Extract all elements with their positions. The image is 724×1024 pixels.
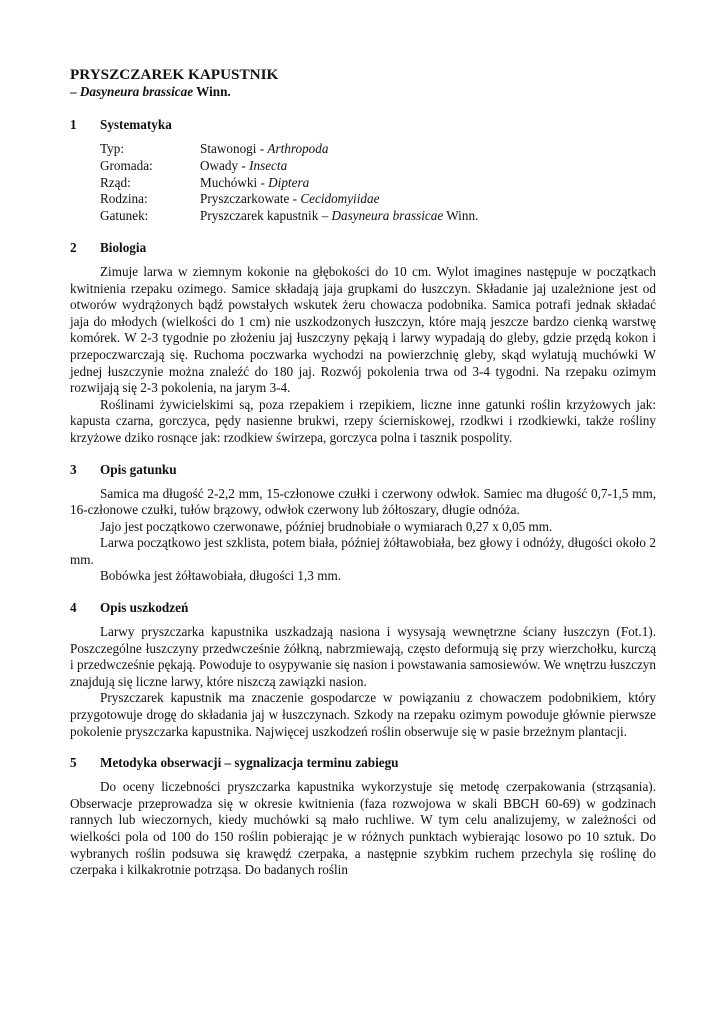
section-number: 3 — [70, 461, 77, 477]
section-number: 4 — [70, 600, 77, 616]
section-number: 5 — [70, 755, 77, 771]
taxonomy-value — [200, 141, 328, 158]
taxonomy-label: Gromada: — [100, 157, 153, 173]
taxonomy-value-latin: Dasyneura brassicae — [331, 208, 444, 224]
taxonomy-row — [100, 191, 656, 208]
taxonomy-table — [100, 141, 656, 225]
section-biologia — [70, 239, 656, 447]
taxonomy-value — [200, 158, 287, 175]
taxonomy-label: Rząd: — [100, 174, 131, 190]
section-title: Metodyka obserwacji – sygnalizacja terminu zabiegu — [100, 755, 399, 771]
section-title: Biologia — [100, 239, 147, 255]
paragraph: Do oceny liczebności pryszczarka kapustnika wykorzystuje się metodę czerpakowania (strząsania). Obserwacje przeprowadza się w okresie kwitnienia (faza rozwojowa w skali BBCH 60-69) w godzinach rannych lub wieczornych, kiedy muchówki są mało ruchliwe. W tym celu analizujemy, w zależności od wielkości pola od 100 do 150 roślin pobierając je w różnych punktach wybierając losowo po 10 sztuk. Do wybranych roślin podsuwa się krawędź czerpaka, a następnie szybkim ruchem przechyla się roślinę do czerpaka i kilkakrotnie potrząsa. Do badanych roślin — [70, 779, 656, 878]
taxonomy-value-text: Pryszczarek kapustnik – — [200, 208, 332, 224]
section-heading — [70, 239, 656, 256]
taxonomy-row — [100, 141, 656, 158]
section-title: Opis gatunku — [100, 461, 177, 477]
paragraph: Pryszczarek kapustnik ma znaczenie gospodarcze w powiązaniu z chowaczem podobnikiem, który przygotowuje drogę do składania jaj w łuszczynach. Szkody na rzepaku ozimym powoduje głównie pierwsze pokolenie pryszczarka kapustnika. Najwięcej uszkodzeń roślin obserwuje się w pasie brzeżnym plantacji. — [70, 690, 656, 739]
paragraph: Zimuje larwa w ziemnym kokonie na głębokości do 10 cm. Wylot imagines następuje w początkach kwitnienia rzepaku ozimego. Samice składają jaja grupkami do łuszczyn. Składanie jaj uzależnione jest od otworów wydrążonych bądź powstałych wskutek żeru chowacza podobnika. Samica potrafi jednak składać jaja do młodych (wielkości do 1 cm) nie uszkodzonych łuszczyn, które mają jeszcze bardzo cienką warstwę komórek. W 2-3 tygodnie po złożeniu jaj łuszczyny pękają i larwy wypadają do gleby, gdzie przędą kokon i przepoczwarczają się. Ruchoma poczwarka wychodzi na powierzchnię gleby, skąd wylatują muchówki W jednej łuszczynie można znaleźć do 180 jaj. Rozwój pokolenia trwa od 3-4 tygodni. Na rzepaku ozimym rozwijają się 2-3 pokolenia, na jarym 3-4. — [70, 263, 656, 396]
taxonomy-label: Gatunek: — [100, 208, 149, 224]
section-metodyka — [70, 754, 656, 879]
section-title: Opis uszkodzeń — [100, 600, 189, 616]
taxonomy-value-text: Muchówki - — [200, 174, 269, 190]
taxonomy-value-latin: Diptera — [268, 174, 310, 190]
taxonomy-value-latin: Arthropoda — [267, 141, 329, 156]
taxonomy-row — [100, 158, 656, 175]
section-number: 1 — [70, 117, 77, 132]
taxonomy-value-text: Owady - — [200, 157, 250, 173]
section-opis-gatunku — [70, 461, 656, 586]
section-title: Systematyka — [100, 117, 172, 132]
section-heading — [70, 461, 656, 478]
taxonomy-value — [200, 208, 478, 225]
taxonomy-value-text: Pryszczarkowate - — [200, 191, 301, 207]
paragraph: Larwy pryszczarka kapustnika uszkadzają nasiona i wysysają wewnętrzne ściany łuszczyn (Fot.1). Poszczególne łuszczyny przedwcześnie żółkną, nabrzmiewają, często deformują się przy wierzchołku, kurczą i przedwcześnie pękają. Powoduje to osypywanie się nasion i powstawania samosiewów. We wnętrzu łuszczyn znajdują się liczne larwy, które niszczą zawiązki nasion. — [70, 624, 656, 689]
taxonomy-value-latin: Insecta — [249, 157, 288, 173]
document-page — [70, 66, 656, 893]
section-opis-uszkodzen — [70, 599, 656, 740]
paragraph: Samica ma długość 2-2,2 mm, 15-członowe czułki i czerwony odwłok. Samiec ma długość 0,7-1,5 mm, 16-członowe czułki, tułów brązowy, odwłok czerwony lub żółtoszary, długie odnóża. — [70, 485, 656, 518]
taxonomy-value — [200, 191, 379, 208]
paragraph: Jajo jest początkowo czerwonawe, później brudnobiałe o wymiarach 0,27 x 0,05 mm. — [100, 518, 553, 534]
taxonomy-value-text: Stawonogi - — [200, 141, 268, 156]
paragraph: Roślinami żywicielskimi są, poza rzepakiem i rzepikiem, liczne inne gatunki roślin krzyżowych jak: kapusta czarna, gorczyca, pędy nasienne brukwi, rzepy ścierniskowej, rzodkwi i rzodkiewki, także rośliny krzyżowe dziko rosnące jak: rzodkiew świrzepa, gorczyca polna i tasznik pospolity. — [70, 396, 656, 445]
taxonomy-label: Typ: — [100, 141, 124, 156]
paragraph: Bobówka jest żółtawobiała, długości 1,3 mm. — [100, 568, 342, 584]
document-subtitle — [70, 83, 656, 100]
subtitle-latin-name: Dasyneura brassicae — [79, 84, 194, 99]
taxonomy-row — [100, 175, 656, 192]
paragraph: Larwa początkowo jest szklista, potem biała, później żółtawobiała, bez głowy i odnóży, długości około 2 mm. — [70, 535, 656, 567]
taxonomy-value-after: Winn. — [443, 208, 479, 224]
section-heading — [70, 599, 656, 616]
taxonomy-value — [200, 175, 309, 192]
section-heading — [70, 754, 656, 771]
subtitle-prefix: – — [70, 84, 80, 99]
section-heading — [70, 116, 656, 133]
taxonomy-value-latin: Cecidomyiidae — [300, 191, 380, 207]
section-number: 2 — [70, 239, 77, 255]
subtitle-suffix: Winn. — [193, 84, 231, 99]
taxonomy-row — [100, 208, 656, 225]
taxonomy-label: Rodzina: — [100, 191, 148, 207]
section-systematyka — [70, 116, 656, 225]
document-title: PRYSZCZAREK KAPUSTNIK — [70, 66, 279, 83]
